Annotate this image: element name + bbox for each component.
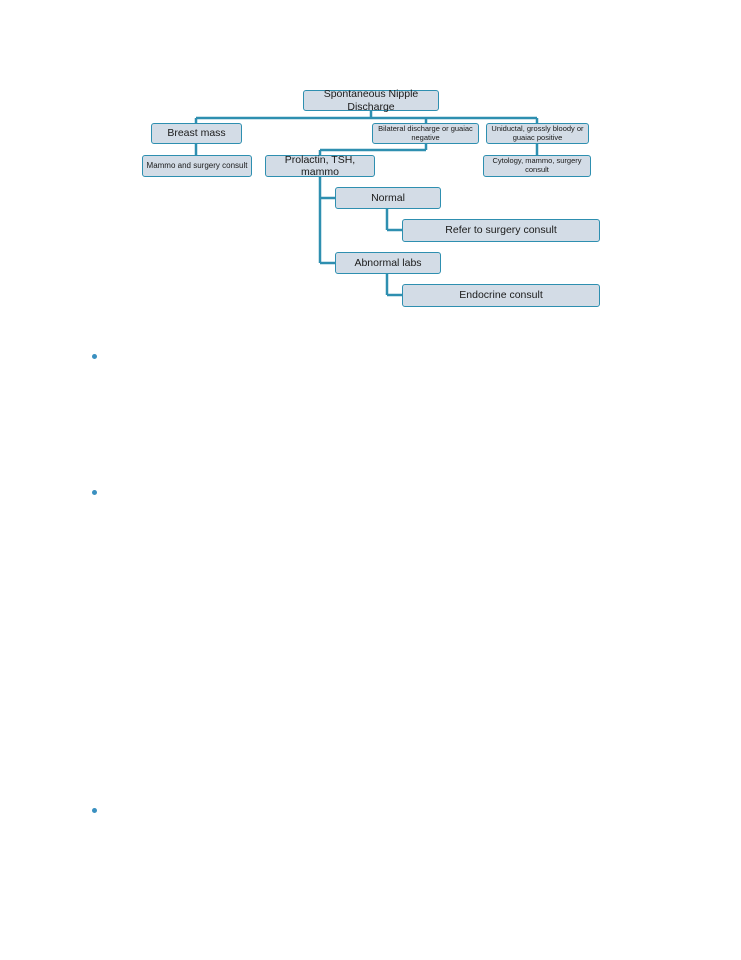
- node-normal: [335, 187, 441, 209]
- bullet-point-3: [92, 808, 97, 813]
- node-refer-surgery: [402, 219, 600, 242]
- node-abnormal-labs-label: Abnormal labs: [354, 256, 422, 269]
- node-refer-surgery-label: Refer to surgery consult: [445, 224, 557, 237]
- node-prolactin-label: Prolactin, TSH, mammo: [284, 153, 356, 178]
- node-cytology-label: Cytology, mammo, surgery consult: [492, 156, 582, 174]
- node-mammo-surgery: [142, 155, 252, 177]
- node-uniductal: [486, 123, 589, 144]
- node-abnormal-labs: [335, 252, 441, 274]
- node-prolactin: [265, 155, 375, 177]
- node-breast-mass-label: Breast mass: [167, 127, 226, 140]
- node-endocrine-consult-label: Endocrine consult: [459, 289, 543, 302]
- node-bilateral: [372, 123, 479, 144]
- node-breast-mass: [151, 123, 242, 144]
- node-cytology: [483, 155, 591, 177]
- node-mammo-surgery-label: Mammo and surgery consult: [146, 161, 248, 171]
- node-uniductal-label: Uniductal, grossly bloody or guaiac positive: [491, 123, 584, 142]
- bullet-point-1: [92, 354, 97, 359]
- node-root-label: Spontaneous Nipple Discharge: [323, 88, 419, 113]
- node-bilateral-label: Bilateral discharge or guaiac negative: [378, 123, 473, 142]
- node-endocrine-consult: [402, 284, 600, 307]
- node-root: [303, 90, 439, 111]
- node-normal-label: Normal: [371, 191, 405, 204]
- bullet-point-2: [92, 490, 97, 495]
